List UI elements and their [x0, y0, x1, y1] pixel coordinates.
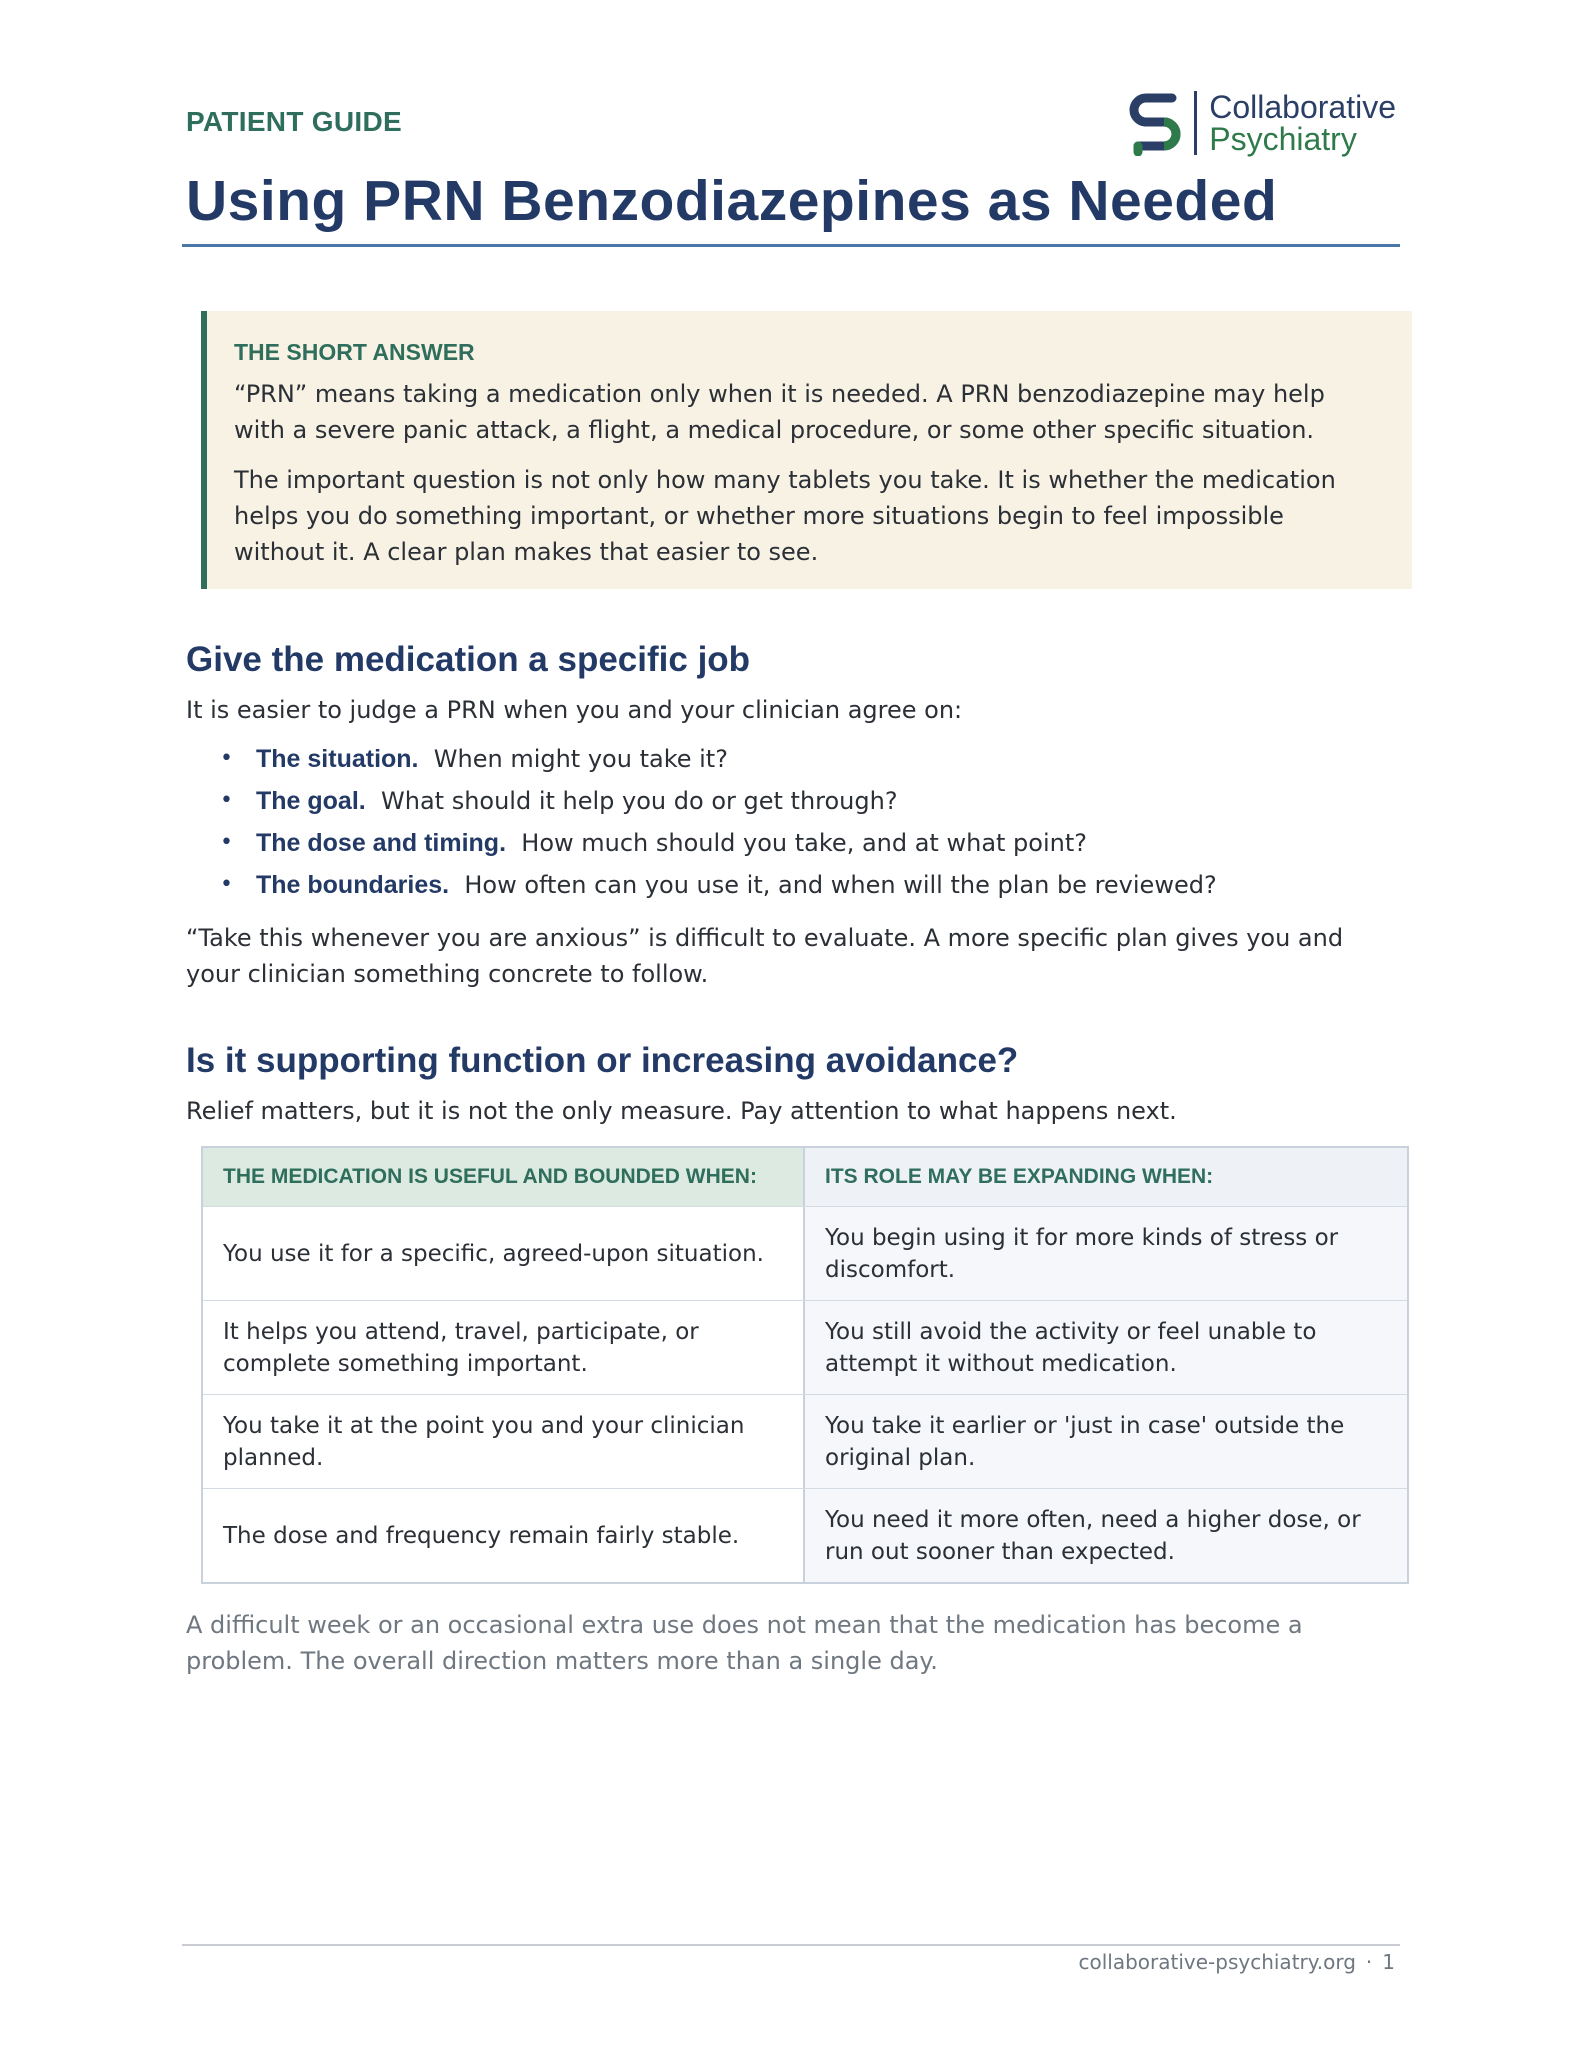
list-item: [186, 780, 1217, 822]
bullet-icon: •: [220, 830, 233, 855]
table-row: [203, 1206, 1407, 1300]
page-footer: [1078, 1950, 1395, 1974]
list-item-text: How often can you use it, and when will the plan be reviewed?: [464, 871, 1217, 899]
comparison-table: [201, 1146, 1409, 1584]
list-item-term: The dose and timing.: [256, 829, 507, 857]
list-item: [186, 822, 1217, 864]
table-cell: You begin using it for more kinds of stress or discomfort.: [805, 1207, 1407, 1300]
list-item-term: The boundaries.: [256, 871, 450, 899]
list-item: [186, 738, 1217, 780]
table-header-cell: THE MEDICATION IS USEFUL AND BOUNDED WHEN:: [203, 1148, 805, 1206]
list-item-term: The situation.: [256, 745, 419, 773]
logo-mark-icon: [1128, 90, 1182, 156]
section-2-intro: Relief matters, but it is not the only measure. Pay attention to what happens next.: [186, 1097, 1177, 1125]
short-answer-callout: [201, 311, 1412, 589]
list-item-text: When might you take it?: [433, 745, 728, 773]
callout-paragraph-2: The important question is not only how many tablets you take. It is whether the medication helps you do something important, or whether more situations begin to feel impossible without it. A clear plan makes that easier to see.: [234, 466, 1336, 566]
bullet-icon: •: [220, 872, 233, 897]
table-cell: You still avoid the activity or feel unable to attempt it without medication.: [805, 1301, 1407, 1394]
list-item: [186, 864, 1217, 906]
document-header: [186, 80, 1396, 166]
table-row: [203, 1300, 1407, 1394]
callout-label: THE SHORT ANSWER: [234, 339, 475, 365]
section-heading-function-avoidance: Is it supporting function or increasing avoidance?: [186, 1041, 1019, 1080]
footer-separator: ·: [1365, 1950, 1373, 1974]
section-1-outro: “Take this whenever you are anxious” is difficult to evaluate. A more specific plan gives you and your clinician something concrete to follow.: [186, 924, 1344, 988]
table-cell: You use it for a specific, agreed-upon situation.: [203, 1207, 805, 1300]
brand-wordmark: [1209, 91, 1396, 155]
table-row: [203, 1488, 1407, 1582]
closing-note: A difficult week or an occasional extra use does not mean that the medication has become a problem. The overall direction matters more than a single day.: [186, 1611, 1303, 1675]
callout-paragraph-1: “PRN” means taking a medication only when it is needed. A PRN benzodiazepine may help with a severe panic attack, a flight, a medical procedure, or some other specific situation.: [234, 380, 1325, 444]
table-cell: It helps you attend, travel, participate, or complete something important.: [203, 1301, 805, 1394]
agreement-list: [186, 738, 1217, 906]
list-item-text: What should it help you do or get through?: [381, 787, 898, 815]
footer-website-link[interactable]: collaborative-psychiatry.org: [1078, 1950, 1356, 1974]
eyebrow-label: PATIENT GUIDE: [186, 106, 402, 137]
page-title: Using PRN Benzodiazepines as Needed: [186, 169, 1278, 233]
title-divider: [182, 244, 1400, 247]
brand-line-2: Psychiatry: [1209, 121, 1357, 157]
section-1-intro: It is easier to judge a PRN when you and your clinician agree on:: [186, 696, 963, 724]
list-item-text: How much should you take, and at what point?: [521, 829, 1088, 857]
brand-logo: [1128, 88, 1396, 158]
brand-divider: [1194, 91, 1197, 155]
bullet-icon: •: [220, 788, 233, 813]
table-cell: You take it at the point you and your clinician planned.: [203, 1395, 805, 1488]
list-item-term: The goal.: [256, 787, 366, 815]
footer-divider: [182, 1944, 1400, 1946]
bullet-icon: •: [220, 746, 233, 771]
section-heading-specific-job: Give the medication a specific job: [186, 640, 751, 679]
brand-line-1: Collaborative: [1209, 89, 1396, 125]
table-cell: You need it more often, need a higher dose, or run out sooner than expected.: [805, 1489, 1407, 1582]
table-header-cell: ITS ROLE MAY BE EXPANDING WHEN:: [805, 1148, 1407, 1206]
page-number: 1: [1382, 1950, 1395, 1974]
table-header-row: [203, 1148, 1407, 1206]
table-cell: The dose and frequency remain fairly stable.: [203, 1489, 805, 1582]
table-row: [203, 1394, 1407, 1488]
table-cell: You take it earlier or 'just in case' outside the original plan.: [805, 1395, 1407, 1488]
